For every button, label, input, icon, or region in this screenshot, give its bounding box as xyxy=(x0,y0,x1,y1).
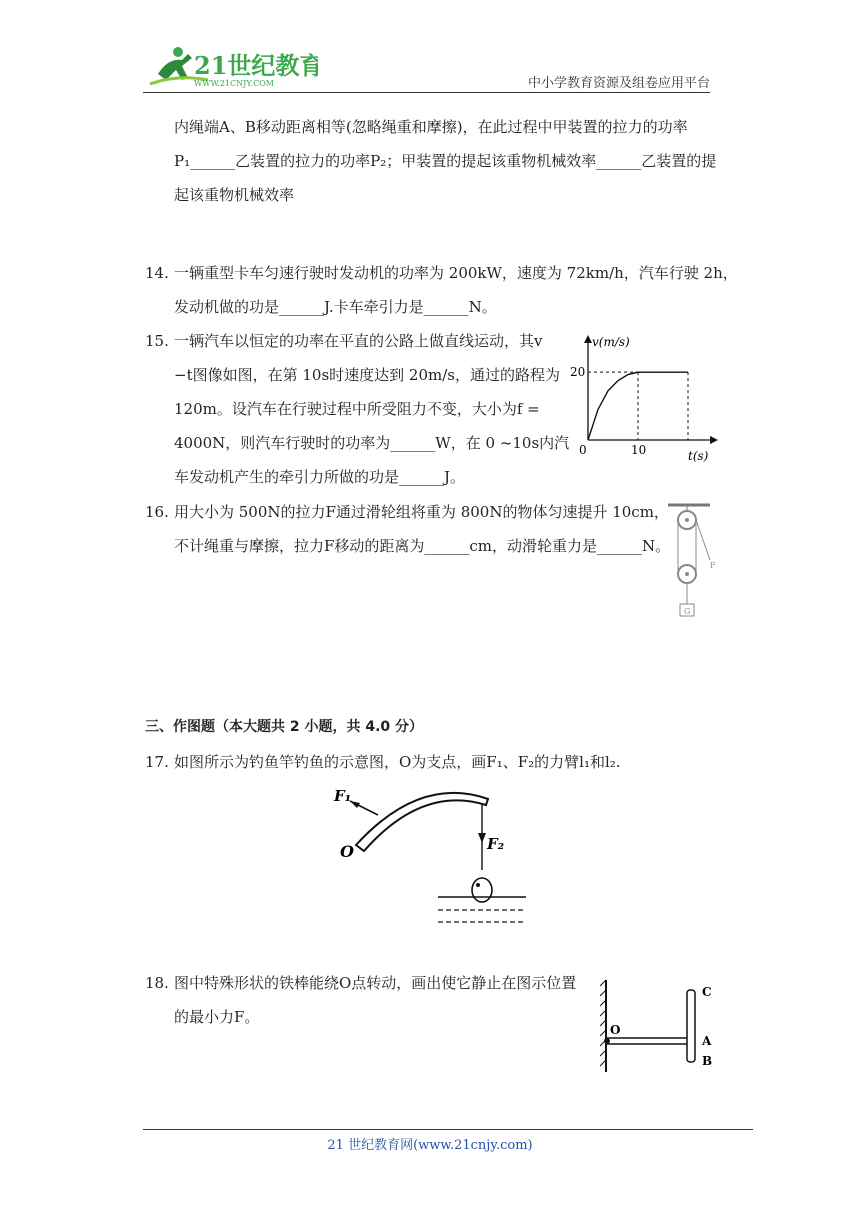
q18-line-1: 图中特殊形状的铁棒能绕O点转动，画出使它静止在图示位置 xyxy=(174,974,577,992)
q15-line-5: 车发动机产生的牵引力所做的功是______J。 xyxy=(174,468,466,486)
header-divider xyxy=(143,92,710,93)
q15-line-4: 4000N，则汽车行驶时的功率为______W，在 0 ~10s内汽 xyxy=(174,434,570,452)
footer-divider xyxy=(143,1129,753,1130)
fish-icon xyxy=(472,878,492,902)
section-3-title: 三、作图题（本大题共 2 小题，共 4.0 分） xyxy=(145,719,424,735)
rod-label-c: C xyxy=(702,985,712,999)
vertical-rod xyxy=(687,990,695,1062)
q14-line-1: 一辆重型卡车匀速行驶时发动机的功率为 200kW，速度为 72km/h，汽车行驶 2h， xyxy=(174,264,738,282)
q17-line-1: 如图所示为钓鱼竿钓鱼的示意图，O为支点，画F₁、F₂的力臂l₁和l₂. xyxy=(174,753,621,771)
pulley-weight-label: G xyxy=(684,607,691,616)
logo-text: 21世纪教育 xyxy=(194,51,318,80)
iron-rod-figure xyxy=(596,976,726,1076)
q16-line-2: 不计绳重与摩擦，拉力F移动的距离为______cm，动滑轮重力是______N。 xyxy=(174,537,671,555)
q14-line-2: 发动机做的功是______J.卡车牵引力是______N。 xyxy=(174,298,497,316)
q16-line-1: 用大小为 500N的拉力F通过滑轮组将重为 800N的物体匀速提升 10cm， xyxy=(174,503,669,521)
rod-label-b: B xyxy=(702,1054,713,1068)
footer-link[interactable]: 21 世纪教育网(www.21cnjy.com) xyxy=(327,1138,533,1153)
rod-label-a: A xyxy=(702,1034,712,1048)
chart-axes xyxy=(584,335,718,444)
q14-number: 14. xyxy=(145,264,169,282)
rod-label-o: O xyxy=(610,1023,621,1037)
site-logo xyxy=(148,44,318,90)
q15-number: 15. xyxy=(145,332,169,350)
force-f1-label: F₁ xyxy=(334,787,352,805)
pulley-system-figure xyxy=(660,500,720,620)
q13-line-3: 起该重物机械效率 xyxy=(174,186,295,204)
q13-line-2: P₁______乙装置的拉力的功率P₂；甲装置的提起该重物机械效率______乙装置的提 xyxy=(174,152,717,170)
q15-line-2: −t图像如图，在第 10s时速度达到 20m/s，通过的路程为 xyxy=(174,366,560,384)
pivot-point xyxy=(604,1038,610,1044)
q15-line-3: 120m。设汽车在行驶过程中所受阻力不变，大小为f = xyxy=(174,400,540,418)
pivot-o-label: O xyxy=(340,842,354,861)
header-platform-text: 中小学教育资源及组卷应用平台 xyxy=(527,76,710,91)
y-axis-arrow-icon xyxy=(584,335,592,343)
x-axis-arrow-icon xyxy=(710,436,718,444)
x-tick-label-10: 10 xyxy=(631,443,647,457)
velocity-time-chart xyxy=(570,330,720,465)
pulley-force-label: F xyxy=(710,561,716,570)
horizontal-rod xyxy=(606,1038,692,1044)
velocity-curve xyxy=(588,372,688,440)
force-f2-label: F₂ xyxy=(487,835,505,853)
q18-number: 18. xyxy=(145,974,169,992)
x-tick-label-0: 0 xyxy=(579,443,587,457)
fishing-rod-figure xyxy=(330,785,530,930)
q17-number: 17. xyxy=(145,753,169,771)
chart-y-label: v(m/s) xyxy=(592,335,630,349)
y-tick-label-20: 20 xyxy=(570,365,586,380)
q13-line-1: 内绳端A、B移动距离相等(忽略绳重和摩擦)，在此过程中甲装置的拉力的功率 xyxy=(174,118,688,136)
logo-url: WWW.21CNJY.COM xyxy=(194,79,274,88)
chart-x-label: t(s) xyxy=(688,449,709,463)
runner-logo-icon xyxy=(148,44,318,90)
q16-number: 16. xyxy=(145,503,169,521)
q18-line-2: 的最小力F。 xyxy=(174,1008,260,1026)
q15-line-1: 一辆汽车以恒定的功率在平直的公路上做直线运动，其v xyxy=(174,332,543,350)
